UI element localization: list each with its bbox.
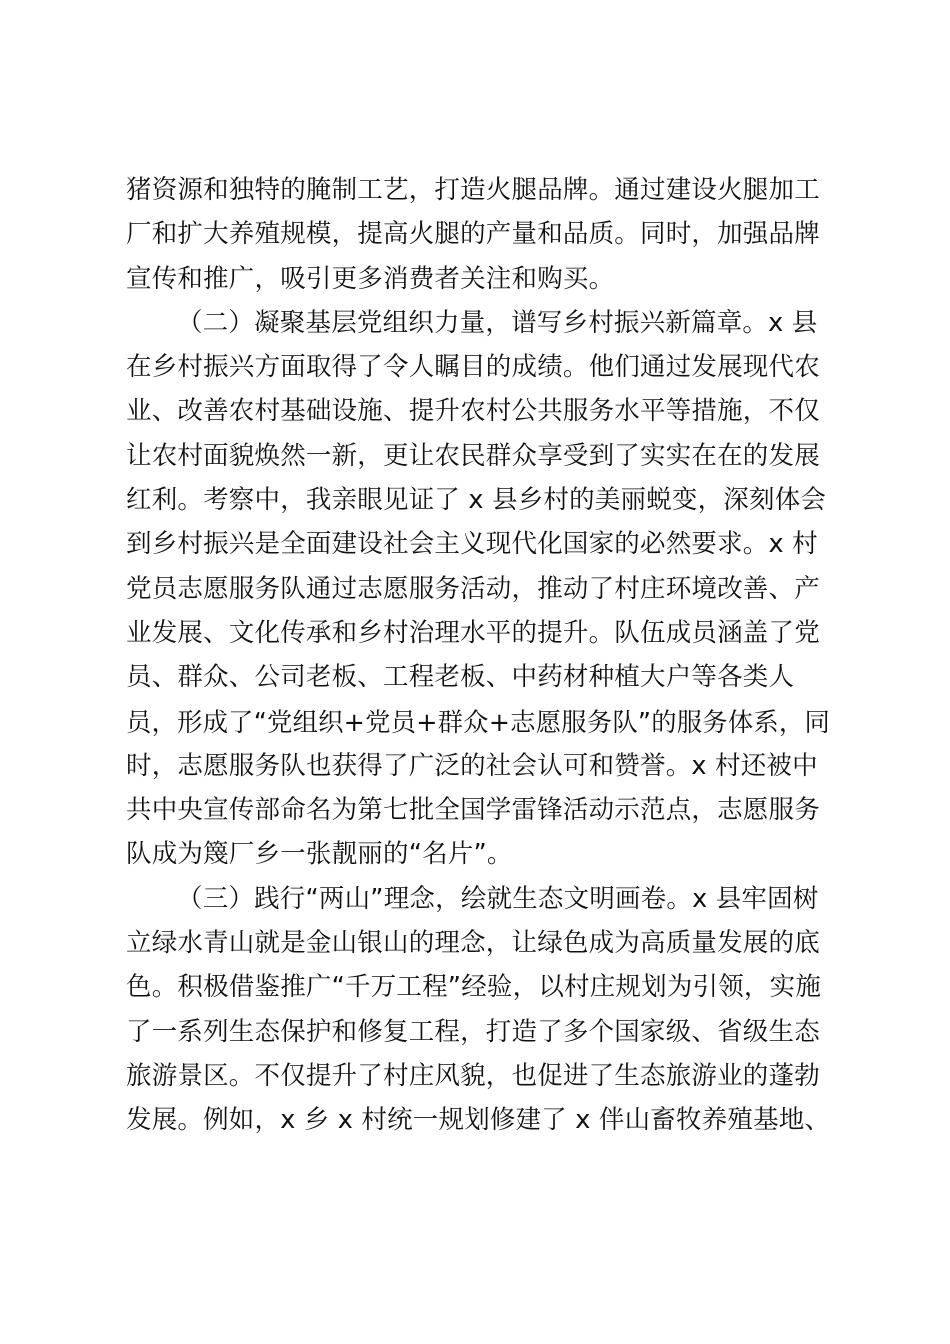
text-line: 业、改善农村基础设施、提升农村公共服务水平等措施，不仅 <box>126 396 820 427</box>
text-line: 色。积极借鉴推广“千万工程”经验，以村庄规划为引领，实施 <box>126 972 822 1003</box>
text-line: 到乡村振兴是全面建设社会主义现代化国家的必然要求。x 村 <box>126 529 818 560</box>
text-line: 宣传和推广，吸引更多消费者关注和购买。 <box>126 263 615 294</box>
text-line: 队成为篾厂乡一张靓丽的“名片”。 <box>126 839 513 870</box>
text-line: 让农村面貌焕然一新，更让农民群众享受到了实实在在的发展 <box>126 440 820 471</box>
section-heading-line: （二）凝聚基层党组织力量，谱写乡村振兴新篇章。x 县 <box>177 307 818 338</box>
text-line: 共中央宣传部命名为第七批全国学雷锋活动示范点，志愿服务 <box>126 795 820 826</box>
text-line: 了一系列生态保护和修复工程，打造了多个国家级、省级生态 <box>126 1016 820 1047</box>
text-line: 发展。例如，x 乡 x 村统一规划修建了 x 伴山畜牧养殖基地、 <box>126 1105 831 1136</box>
text-line: 员、群众、公司老板、工程老板、中药材种植大户等各类人 <box>126 662 795 693</box>
body-text <box>126 168 830 1143</box>
text-line: 党员志愿服务队通过志愿服务活动，推动了村庄环境改善、产 <box>126 573 820 604</box>
text-line: 旅游景区。不仅提升了村庄风貌，也促进了生态旅游业的蓬勃 <box>126 1060 820 1091</box>
text-line: 红利。考察中，我亲眼见证了 x 县乡村的美丽蜕变，深刻体会 <box>126 485 827 516</box>
text-line: 立绿水青山就是金山银山的理念，让绿色成为高质量发展的底 <box>126 928 820 959</box>
text-line: 猪资源和独特的腌制工艺，打造火腿品牌。通过建设火腿加工 <box>126 175 820 205</box>
section-heading-line: （三）践行“两山”理念，绘就生态文明画卷。x 县牢固树 <box>177 883 819 914</box>
text-line: 在乡村振兴方面取得了令人瞩目的成绩。他们通过发展现代农 <box>126 352 820 383</box>
text-line: 业发展、文化传承和乡村治理水平的提升。队伍成员涵盖了党 <box>126 617 820 648</box>
text-line: 厂和扩大养殖规模，提高火腿的产量和品质。同时，加强品牌 <box>126 219 820 250</box>
text-line: 员，形成了“党组织+党员+群众+志愿服务队”的服务体系，同 <box>126 706 831 737</box>
text-line: 时，志愿服务队也获得了广泛的社会认可和赞誉。x 村还被中 <box>126 750 818 781</box>
